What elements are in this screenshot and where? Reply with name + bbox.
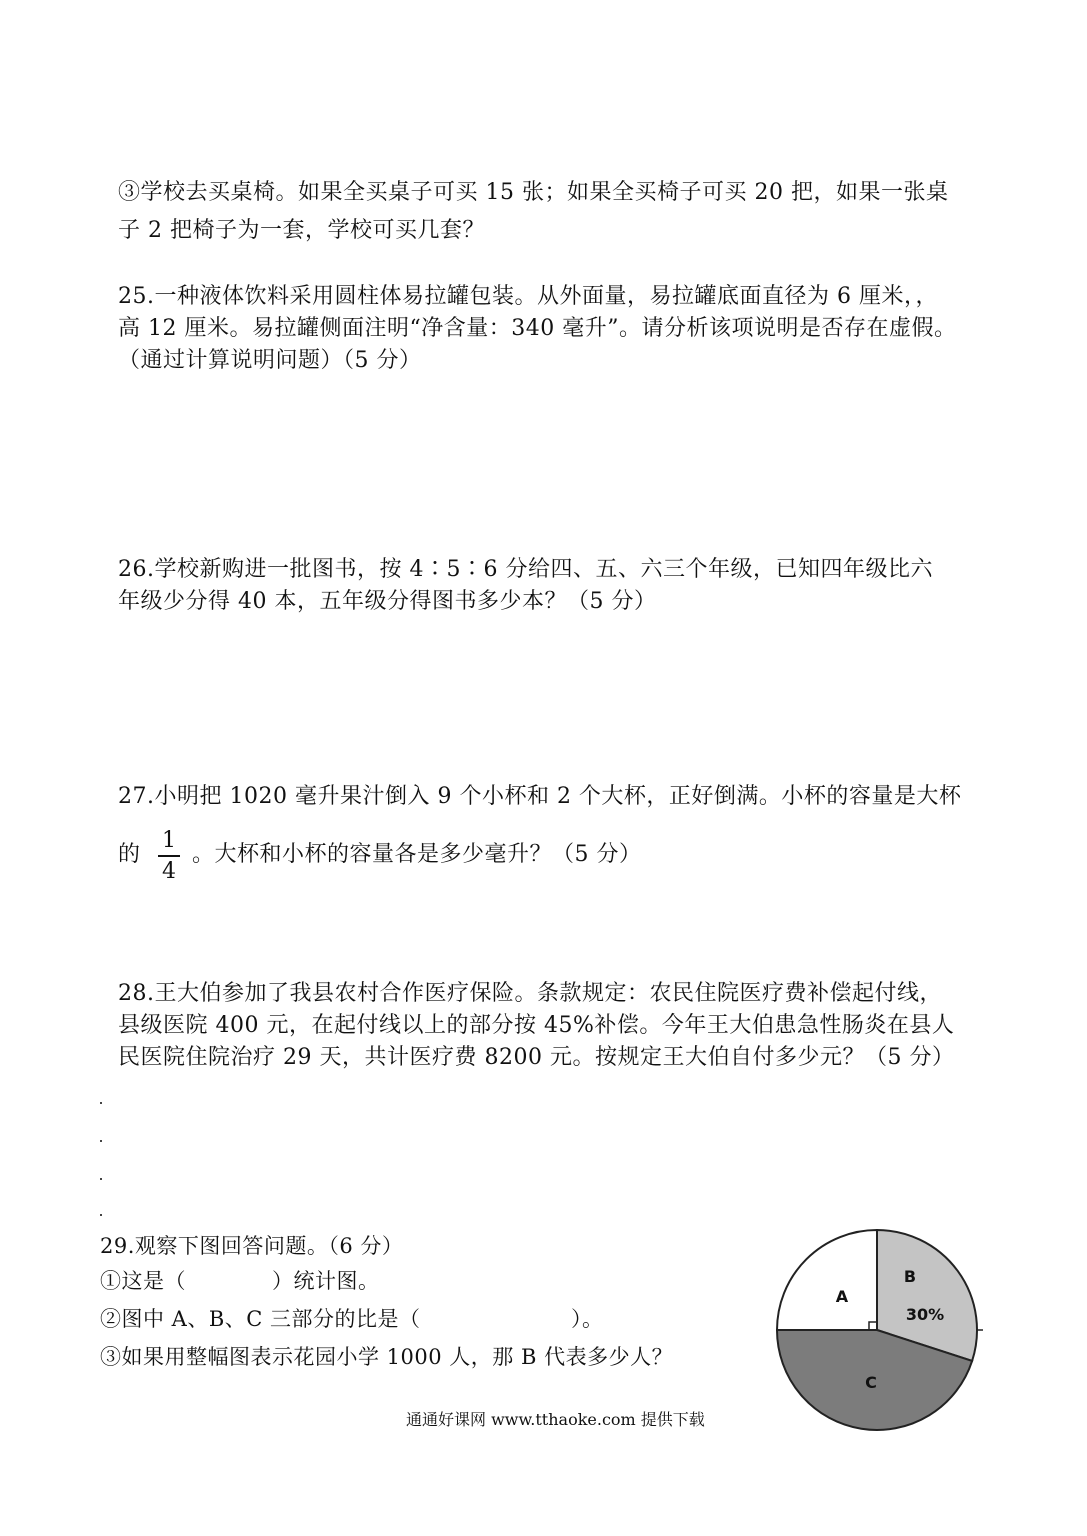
q28-line2: 县级医院 400 元，在起付线以上的部分按 45%补偿。今年王大伯患急性肠炎在县人: [118, 1013, 955, 1038]
fraction-numerator: 1: [162, 828, 176, 853]
q25-line1: 25.一种液体饮料采用圆柱体易拉罐包装。从外面量，易拉罐底面直径为 6 厘米，，: [118, 284, 938, 309]
fraction-bar: [158, 855, 180, 857]
q29-line4: ③如果用整幅图表示花园小学 1000 人，那 B 代表多少人？: [100, 1345, 674, 1369]
q26-line1: 26.学校新购进一批图书，按 4∶5∶6 分给四、五、六三个年级，已知四年级比六: [118, 557, 933, 582]
q28-line3: 民医院住院治疗 29 天，共计医疗费 8200 元。按规定王大伯自付多少元？（5 分）: [118, 1045, 955, 1070]
pie-label-c: C: [865, 1373, 877, 1392]
q25-line2: 高 12 厘米。易拉罐侧面注明“净含量：340 毫升”。请分析该项说明是否存在虚假。: [118, 316, 957, 341]
q29-line3: ②图中 A、B、C 三部分的比是（ ）。: [100, 1307, 604, 1331]
fraction-denominator: 4: [162, 859, 176, 884]
pie-value-b: 30%: [905, 1305, 945, 1324]
q27-line2-suffix: 。大杯和小杯的容量各是多少毫升？（5 分）: [192, 842, 642, 867]
q25-line3: （通过计算说明问题）（5 分）: [118, 348, 422, 373]
q26-line2: 年级少分得 40 本，五年级分得图书多少本？（5 分）: [118, 589, 657, 614]
pie-label-a: A: [835, 1287, 849, 1306]
q29-line2: ①这是（ ）统计图。: [100, 1269, 380, 1293]
pie-label-b: B: [903, 1267, 917, 1286]
pie-slice-a: [777, 1230, 877, 1330]
fraction-one-quarter: [158, 828, 180, 885]
q27-line1: 27.小明把 1020 毫升果汁倒入 9 个小杯和 2 个大杯，正好倒满。小杯的容量是大杯: [118, 784, 962, 809]
q28-line1: 28.王大伯参加了我县农村合作医疗保险。条款规定：农民住院医疗费补偿起付线，: [118, 981, 942, 1006]
q27-line2-prefix: 的: [118, 842, 141, 867]
q24-3-line2: 子 2 把椅子为一套，学校可买几套？: [118, 218, 485, 243]
pie-chart: [770, 1226, 990, 1436]
q29-line1: 29.观察下图回答问题。（6 分）: [100, 1234, 404, 1258]
footer-credit: 通通好课网 www.tthaoke.com 提供下载: [406, 1410, 705, 1429]
q24-3-line1: ③学校去买桌椅。如果全买桌子可买 15 张；如果全买椅子可买 20 把，如果一张桌: [118, 180, 949, 205]
